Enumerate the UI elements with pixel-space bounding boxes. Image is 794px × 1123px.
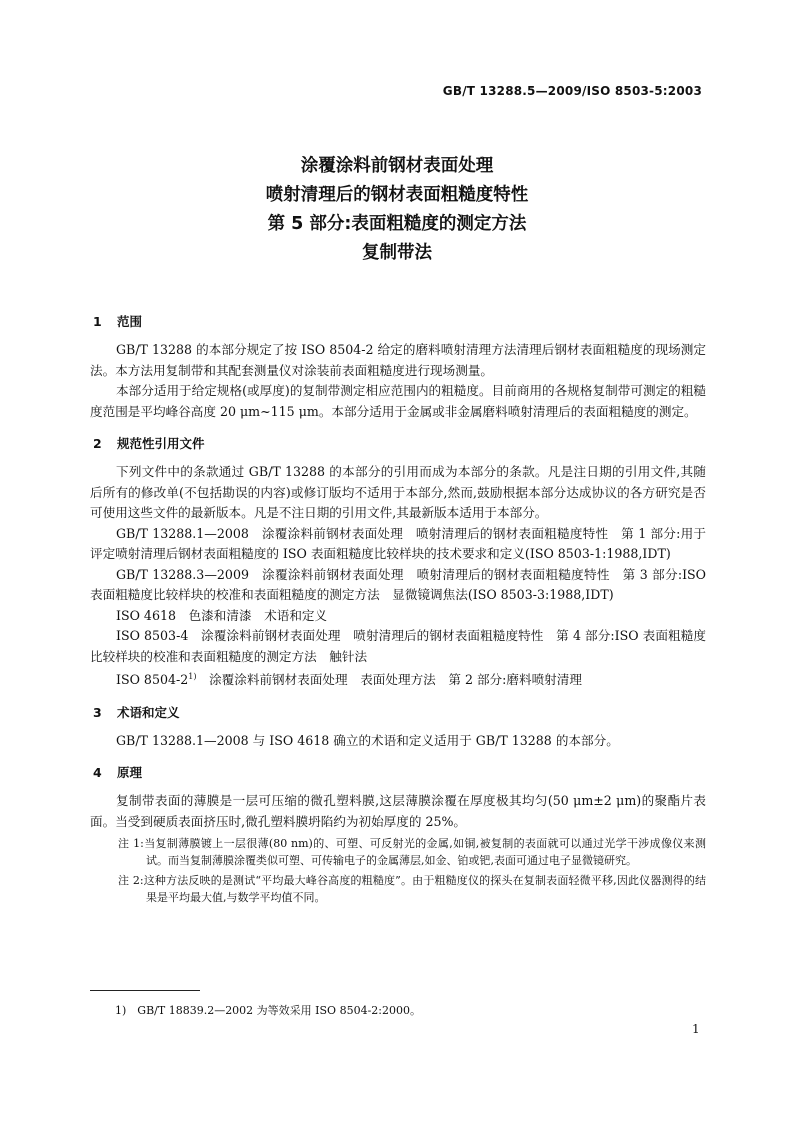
paragraph: GB/T 13288.1—2008 与 ISO 4618 确立的术语和定义适用于 GB/T 13288 的本部分。 (116, 732, 619, 748)
reference-text: 涂覆涂料前钢材表面处理 表面处理方法 第 2 部分:磨料喷射清理 (196, 672, 582, 688)
reference-item: GB/T 13288.3—2009 涂覆涂料前钢材表面处理 喷射清理后的钢材表面粗糙度特性 第 3 部分:ISO 表面粗糙度比较样块的校准和表面粗糙度的测定方法 显微镜调焦法(ISO 8503-3:1988,IDT) (90, 566, 706, 602)
reference-item (90, 667, 706, 691)
section-number: 4 (93, 765, 102, 781)
section-heading-normative-references (90, 434, 706, 454)
page-number: 1 (692, 1022, 700, 1036)
section-heading-principle (90, 763, 706, 783)
section-title: 范围 (117, 314, 143, 329)
title-line-4: 复制带法 (362, 243, 432, 263)
section-heading-scope (90, 312, 706, 332)
section-title: 规范性引用文件 (117, 436, 205, 451)
paragraph: 本部分适用于给定规格(或厚度)的复制带测定相应范围内的粗糙度。目前商用的各规格复制带可测定的粗糙度范围是平均峰谷高度 20 μm~115 μm。本部分适用于金属或非金属磨料喷射清理后的表面粗糙度的测定。 (90, 383, 706, 419)
reference-item: ISO 4618 色漆和清漆 术语和定义 (116, 607, 328, 623)
section-number: 1 (93, 314, 102, 329)
document-title (0, 152, 794, 268)
title-line-2: 喷射清理后的钢材表面粗糙度特性 (265, 185, 529, 205)
paragraph: 复制带表面的薄膜是一层可压缩的微孔塑料膜,这层薄膜涂覆在厚度极其均匀(50 μm±2 μm)的聚酯片表面。当受到硬质表面挤压时,微孔塑料膜坍陷约为初始厚度的 25%。 (90, 793, 706, 829)
title-line-1: 涂覆涂料前钢材表面处理 (300, 156, 494, 176)
paragraph: 下列文件中的条款通过 GB/T 13288 的本部分的引用而成为本部分的条款。凡是注日期的引用文件,其随后所有的修改单(不包括勘误的内容)或修订版均不适用于本部分,然而,鼓励根据本部分达成协议的各方研究是否可使用这些文件的最新版本。凡是不注日期的引用文件,其最新版本适用于本部分。 (90, 464, 706, 520)
footnote: 1) GB/T 18839.2—2002 为等效采用 ISO 8504-2:2000。 (115, 1004, 421, 1017)
section-title: 术语和定义 (117, 704, 180, 720)
reference-item: GB/T 13288.1—2008 涂覆涂料前钢材表面处理 喷射清理后的钢材表面粗糙度特性 第 1 部分:用于评定喷射清理后钢材表面粗糙度的 ISO 表面粗糙度比较样块的技术要求和定义(ISO 8503-1:1988,IDT) (90, 525, 706, 561)
paragraph: GB/T 13288 的本部分规定了按 ISO 8504-2 给定的磨料喷射清理方法清理后钢材表面粗糙度的现场测定法。本方法用复制带和其配套测量仪对涂装前表面粗糙度进行现场测量。 (90, 342, 706, 378)
section-number: 3 (93, 704, 102, 720)
section-title: 原理 (117, 765, 143, 781)
footnote-marker: 1) (188, 672, 197, 681)
document-body (90, 306, 706, 906)
note-2: 注 2:这种方法反映的是测试“平均最大峰谷高度的粗糙度”。由于粗糙度仪的探头在复制表面轻微平移,因此仪器测得的结果是平均最大值,与数学平均值不同。 (118, 874, 706, 905)
standard-code: GB/T 13288.5—2009/ISO 8503-5:2003 (442, 84, 702, 98)
note-1: 注 1:当复制薄膜镀上一层很薄(80 nm)的、可塑、可反射光的金属,如铜,被复制的表面就可以通过光学干涉成像仪来测试。而当复制薄膜涂覆类似可塑、可传输电子的金属薄层,如金、铂或钯,表面可通过电子显微镜研究。 (118, 837, 706, 868)
section-number: 2 (93, 436, 102, 451)
section-heading-terms (90, 703, 706, 723)
footnote-divider (90, 990, 200, 991)
title-line-3: 第 5 部分:表面粗糙度的测定方法 (267, 214, 527, 234)
reference-code: ISO 8504-2 (116, 672, 189, 688)
reference-item: ISO 8503-4 涂覆涂料前钢材表面处理 喷射清理后的钢材表面粗糙度特性 第 4 部分:ISO 表面粗糙度比较样块的校准和表面粗糙度的测定方法 触针法 (90, 628, 706, 664)
